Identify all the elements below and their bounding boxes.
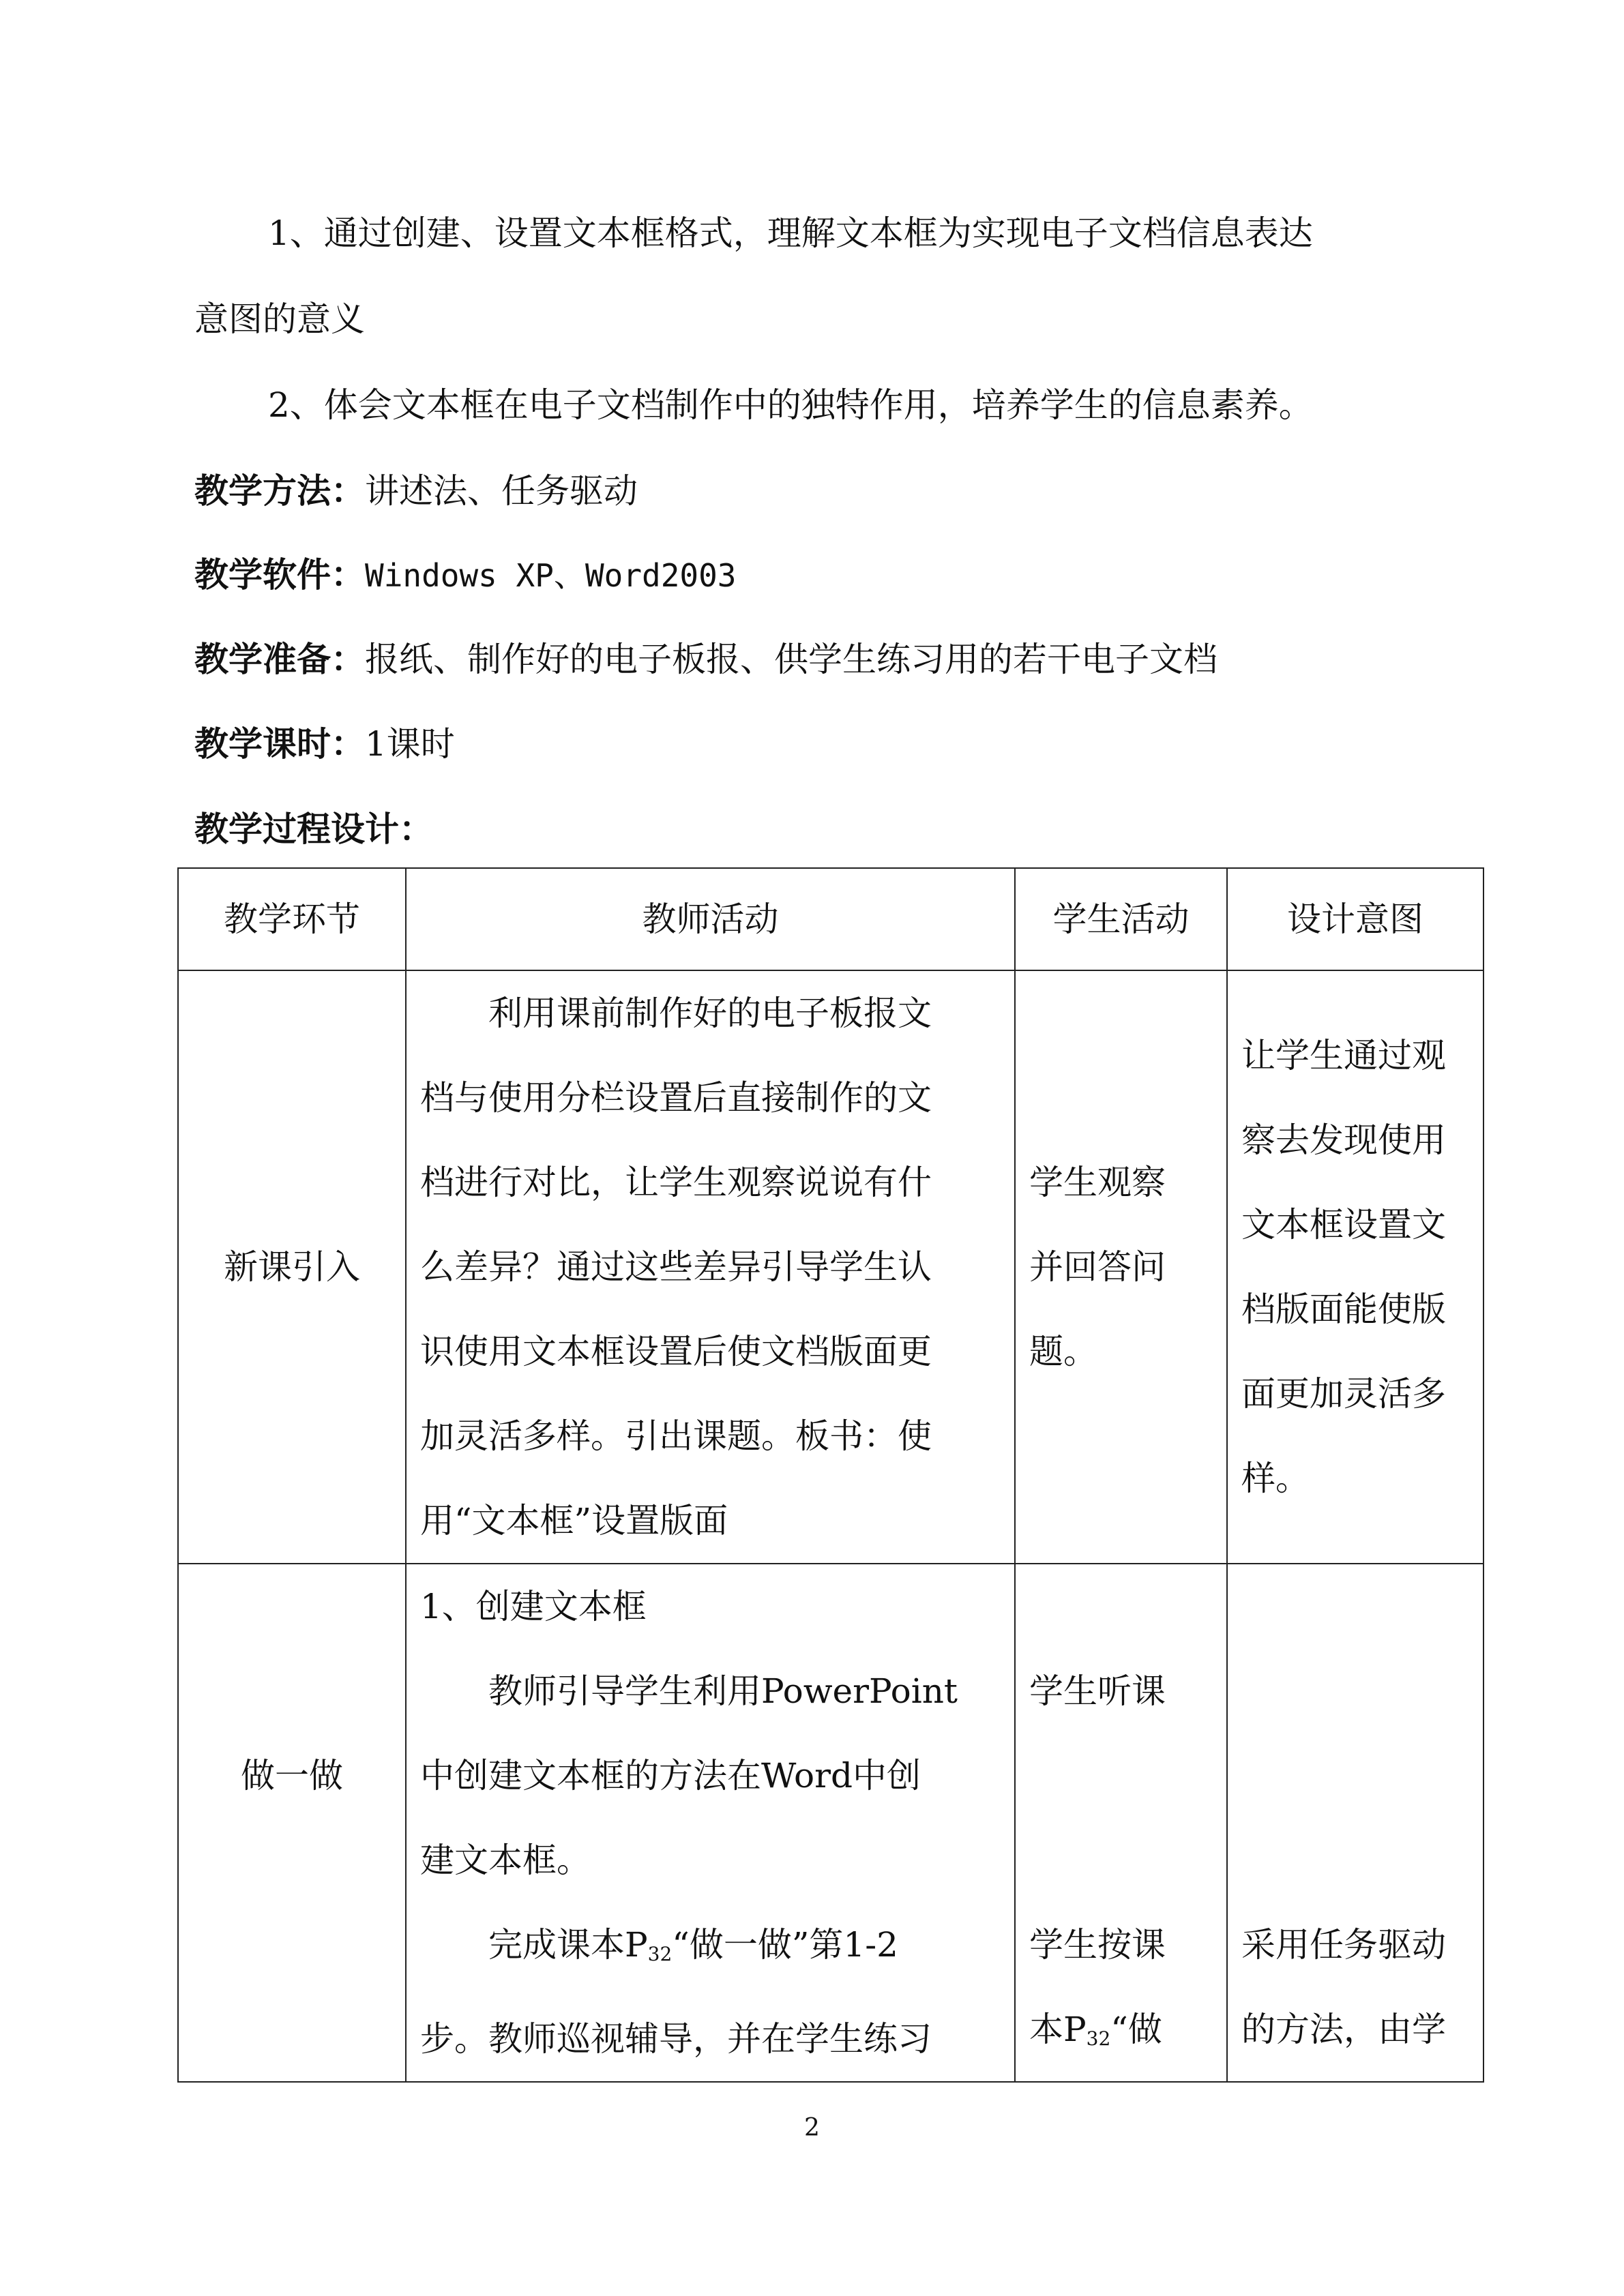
row1-student-line: 学生观察 [1029, 1163, 1166, 1202]
row1-teacher-line: 用“文本框”设置版面 [420, 1501, 728, 1540]
row2-teacher-line-part: “做一做”第1-2 [672, 1925, 898, 1965]
teaching-method-label: 教学方法： [194, 471, 365, 511]
header-stage: 教学环节 [178, 868, 406, 970]
row1-student-activity [1015, 970, 1227, 1564]
row2-intent-line: 的方法，由学 [1241, 2010, 1446, 2049]
row1-student-line: 题。 [1029, 1332, 1097, 1371]
table-row [178, 970, 1483, 1564]
row2-teacher-line: 步。教师巡视辅导，并在学生练习 [420, 2019, 932, 2059]
table-header-row [178, 868, 1483, 970]
row2-teacher-activity [406, 1564, 1015, 2082]
row1-teacher-line: 加灵活多样。引出课题。板书：使 [420, 1416, 932, 1456]
teaching-hours [194, 724, 455, 764]
teaching-software-value: Windows XP、Word2003 [365, 557, 737, 594]
row1-intent-line: 察去发现使用 [1241, 1120, 1446, 1160]
row1-student-line: 并回答问 [1029, 1247, 1166, 1287]
teaching-preparation-label: 教学准备： [194, 640, 365, 679]
row1-teacher-line: 利用课前制作好的电子板报文 [488, 994, 932, 1033]
row2-teacher-line-part: 完成课本P [488, 1925, 648, 1965]
row1-teacher-line: 么差异？通过这些差异引导学生认 [420, 1247, 932, 1287]
row1-teacher-line: 档进行对比，让学生观察说说有什 [420, 1163, 932, 1202]
objective-1-line-2: 意图的意义 [194, 299, 365, 339]
teaching-software [194, 554, 737, 596]
row2-student-line [1029, 1987, 1213, 2081]
row1-teacher-line: 档与使用分栏设置后直接制作的文 [420, 1078, 932, 1118]
row2-teacher-line: 教师引导学生利用PowerPoint [488, 1671, 958, 1711]
row2-student-activity [1015, 1564, 1227, 2082]
row2-student-line-subscript: 32 [1086, 2027, 1111, 2050]
row1-teacher-activity [406, 970, 1015, 1564]
row2-teacher-line: 中创建文本框的方法在Word中创 [420, 1756, 921, 1795]
row2-teacher-line-subscript: 32 [647, 1943, 673, 1965]
objective-1-line-1: 1、通过创建、设置文本框格式，理解文本框为实现电子文档信息表达 [268, 213, 1313, 253]
row2-teacher-line: 建文本框。 [420, 1840, 591, 1880]
row1-intent-line: 文本框设置文 [1241, 1205, 1446, 1244]
row1-design-intent [1227, 970, 1483, 1564]
row2-student-line: 学生按课 [1029, 1925, 1166, 1965]
header-student-activity: 学生活动 [1015, 868, 1227, 970]
teaching-preparation [194, 639, 1217, 680]
objective-2: 2、体会文本框在电子文档制作中的独特作用，培养学生的信息素养。 [268, 385, 1313, 425]
row2-design-intent [1227, 1564, 1483, 2082]
teaching-method [194, 471, 638, 511]
teaching-hours-label: 教学课时： [194, 724, 365, 764]
row2-teacher-line: 1、创建文本框 [420, 1587, 647, 1626]
row1-intent-line: 档版面能使版 [1241, 1289, 1446, 1329]
row2-student-line-part: 本P [1029, 2010, 1087, 2049]
header-design-intent: 设计意图 [1227, 868, 1483, 970]
row2-teacher-line [420, 1903, 1001, 1997]
row2-student-line: 学生听课 [1029, 1671, 1166, 1711]
lesson-plan-table [177, 867, 1484, 2083]
teaching-software-label: 教学软件： [194, 555, 365, 595]
teaching-method-value: 讲述法、任务驱动 [365, 471, 638, 511]
teaching-preparation-value: 报纸、制作好的电子板报、供学生练习用的若干电子文档 [365, 640, 1217, 679]
row2-student-line-part: “做 [1110, 2010, 1162, 2049]
row2-stage: 做一做 [178, 1564, 406, 2082]
teaching-hours-value: 1课时 [365, 724, 455, 764]
row1-stage: 新课引入 [178, 970, 406, 1564]
process-design-heading: 教学过程设计： [194, 809, 433, 849]
page-number: 2 [804, 2114, 820, 2142]
row1-teacher-line: 识使用文本框设置后使文档版面更 [420, 1332, 932, 1371]
table-row [178, 1564, 1483, 2082]
row1-intent-line: 让学生通过观 [1241, 1036, 1446, 1075]
row1-intent-line: 面更加灵活多 [1241, 1374, 1446, 1414]
row2-intent-line: 采用任务驱动 [1241, 1925, 1446, 1965]
header-teacher-activity: 教师活动 [406, 868, 1015, 970]
row1-intent-line: 样。 [1241, 1459, 1310, 1498]
